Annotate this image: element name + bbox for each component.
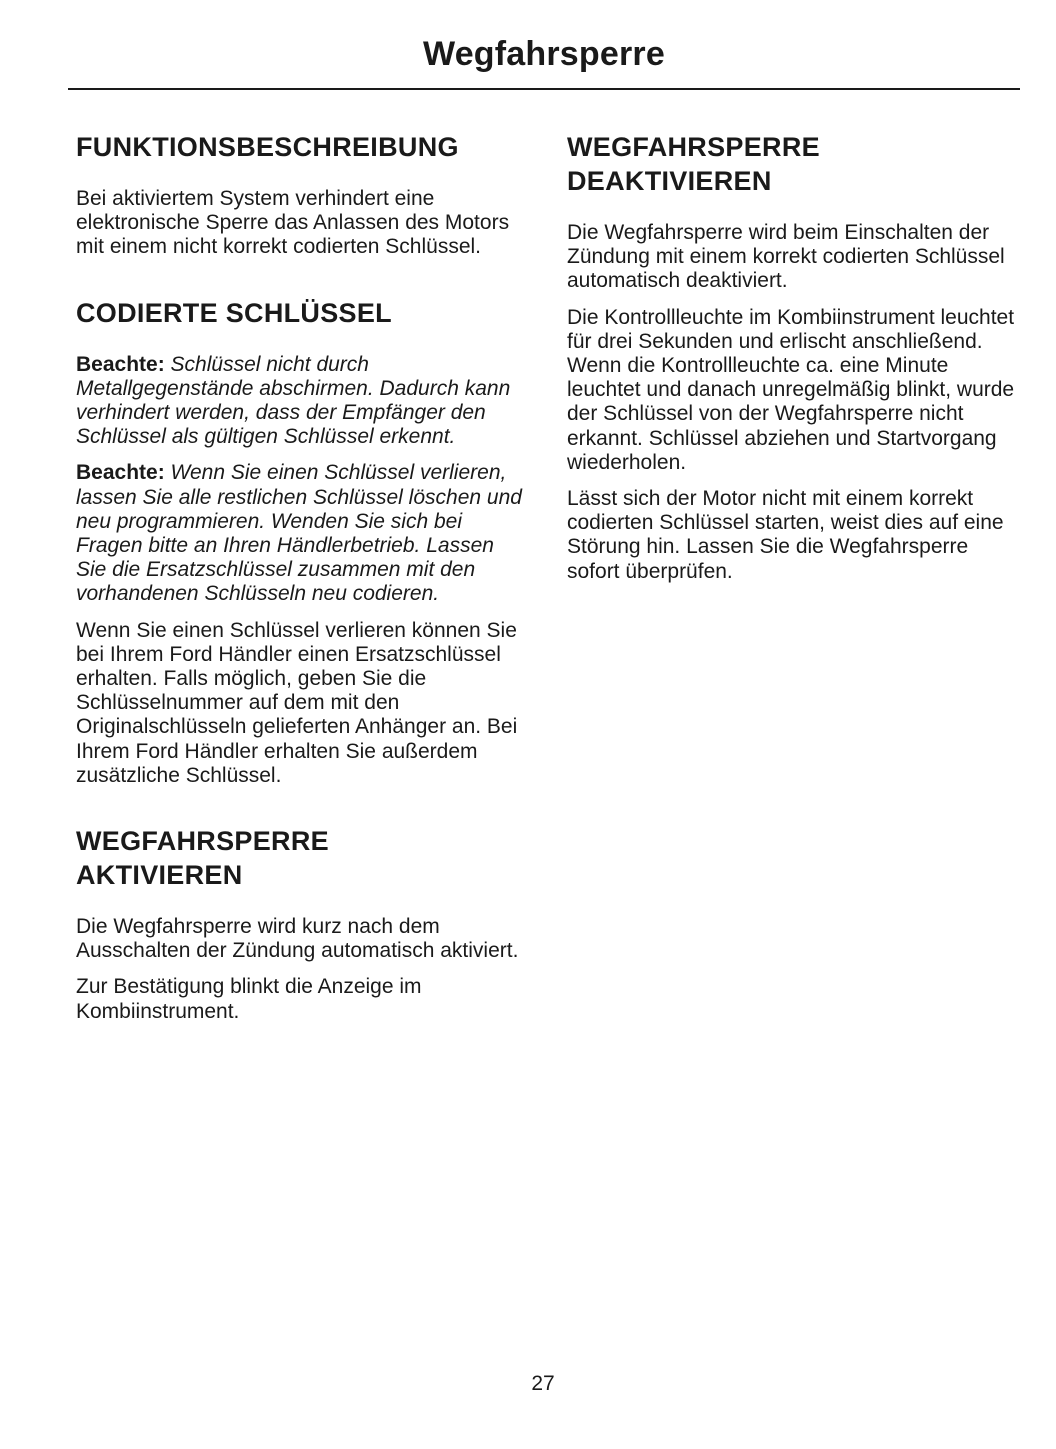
paragraph: Zur Bestätigung blinkt die Anzeige im Kombiinstrument. [76,975,422,1023]
section-funktionsbeschreibung [76,130,524,260]
note-label: Beachte: [76,352,165,376]
heading-line: AKTIVIEREN [76,860,243,891]
section-codierte-schluessel [76,296,524,788]
section-heading [567,130,1015,198]
note-label: Beachte: [76,461,165,485]
heading-line: WEGFAHRSPERRE [567,132,820,162]
paragraph: Die Wegfahrsperre wird beim Einschalten der Zündung mit einem korrekt codierten Schlüssel automatisch deaktiviert. [567,221,1005,293]
paragraph: Die Kontrollleuchte im Kombiinstrument leuchtet für drei Sekunden und erlischt anschließend. Wenn die Kontrollleuchte ca. eine Minute leuchtet und danach unregelmäßig blinkt, wurde der Schlüssel von der Wegfahrsperre nicht erkannt. Schlüssel abziehen und Startvorgang wiederholen. [567,305,1015,474]
page-header [68,30,1020,90]
page-number: 27 [531,1372,555,1395]
paragraph: Die Wegfahrsperre wird kurz nach dem Ausschalten der Zündung automatisch aktiviert. [76,915,519,963]
section-wegfahrsperre-deaktivieren [567,130,1015,584]
page-title: Wegfahrsperre [423,35,665,73]
note-text: Wenn Sie einen Schlüssel verlieren, lassen Sie alle restlichen Schlüssel löschen und neu programmieren. Wenden Sie sich bei Fragen bitte an Ihren Händlerbetrieb. Lassen Sie die Ersatzschlüssel zusammen mit den vorhandenen Schlüsseln neu codieren. [76,461,522,606]
note-text: Schlüssel nicht durch Metallgegenstände abschirmen. Dadurch kann verhindert werden, dass der Empfänger den Schlüssel als gültigen Schlüssel erkennt. [76,352,511,449]
left-column [76,130,524,1024]
heading-line: DEAKTIVIEREN [567,166,772,196]
right-column [567,130,1015,584]
note-paragraph [76,353,524,450]
note-paragraph [76,461,524,606]
section-wegfahrsperre-aktivieren [76,824,524,1024]
paragraph: Wenn Sie einen Schlüssel verlieren können Sie bei Ihrem Ford Händler einen Ersatzschlüssel erhalten. Falls möglich, geben Sie die Schlüsselnummer auf dem mit den Originalschlüsseln gelieferten Anhänger an. Bei Ihrem Ford Händler erhalten Sie außerdem zusätzliche Schlüssel. [76,618,518,787]
paragraph: Bei aktiviertem System verhindert eine elektronische Sperre das Anlassen des Motors mit einem nicht korrekt codierten Schlüssel. [76,187,510,259]
section-heading: CODIERTE SCHLÜSSEL [76,297,392,328]
section-heading [76,824,524,892]
paragraph: Lässt sich der Motor nicht mit einem korrekt codierten Schlüssel starten, weist dies auf eine Störung hin. Lassen Sie die Wegfahrsperre sofort überprüfen. [567,487,1004,583]
heading-line: WEGFAHRSPERRE [76,826,329,857]
section-heading: FUNKTIONSBESCHREIBUNG [76,132,459,162]
